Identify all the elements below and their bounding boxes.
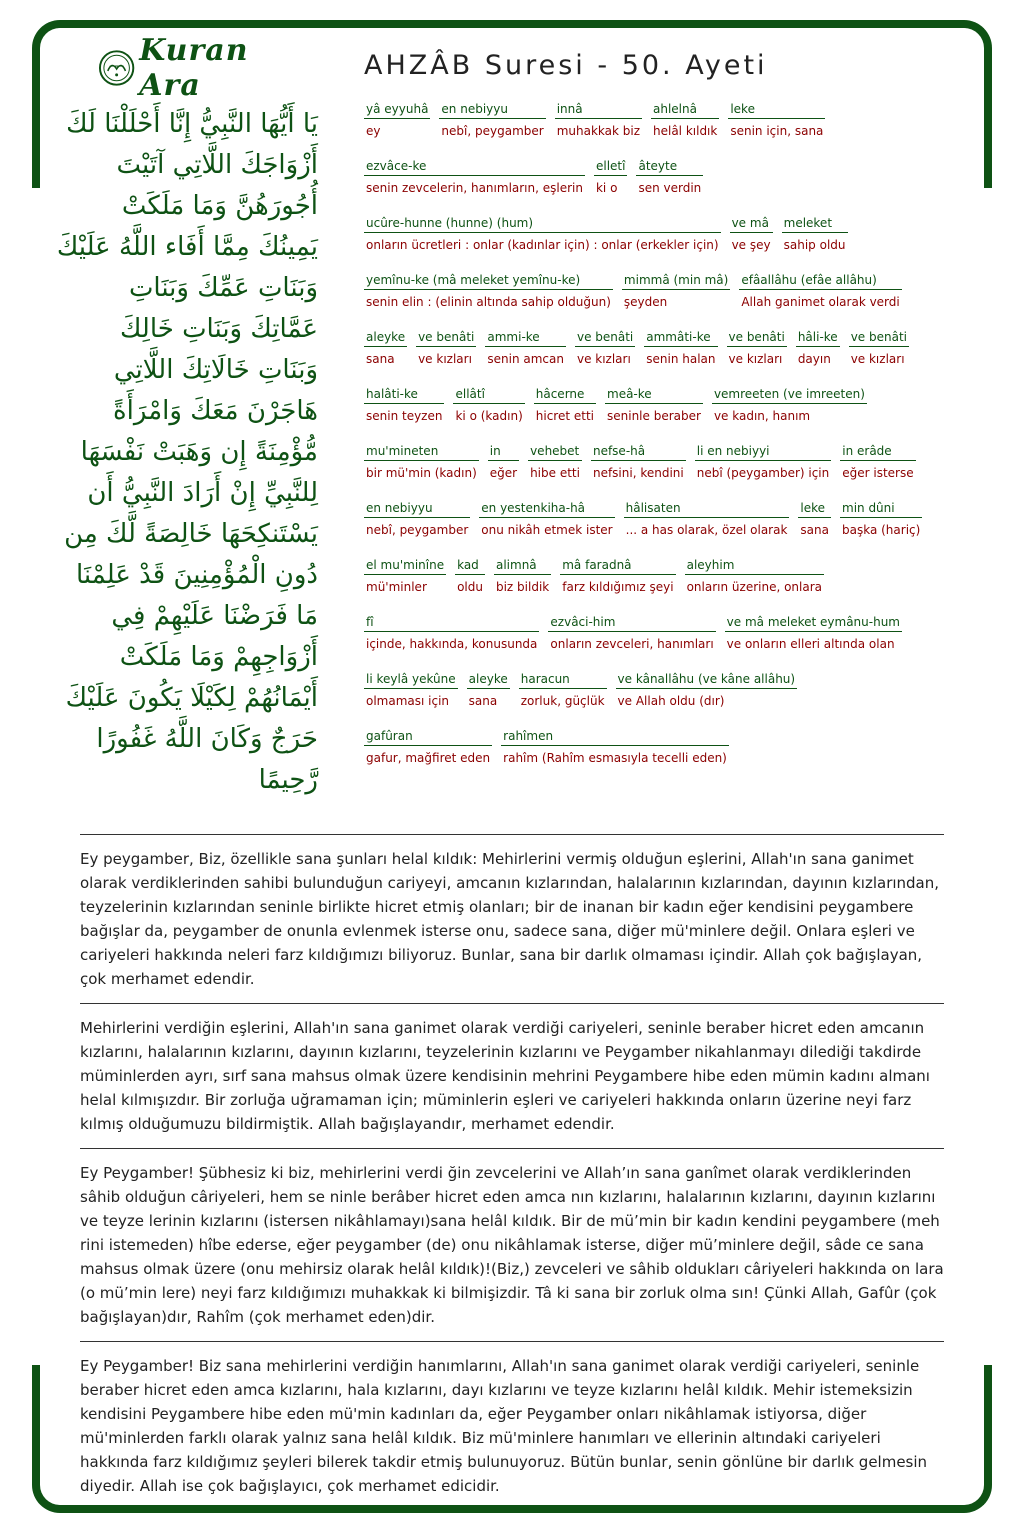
word-row [364,670,944,710]
word-cell[interactable] [560,556,675,596]
word-transliteration: en nebiyyu [364,499,470,518]
word-meaning: sana [366,352,395,366]
word-cell[interactable] [728,100,825,140]
word-transliteration: el mu'minîne [364,556,446,575]
arabic-line: أَزْوَاجَكَ اللَّاتِي آتَيْتَ [116,150,318,180]
word-cell[interactable] [364,271,613,311]
word-meaning: rahîm (Rahîm esmasıyla tecelli eden) [503,751,727,765]
arabic-line: أَزْوَاجِهِمْ وَمَا مَلَكَتْ [119,642,318,672]
word-meaning: nebî, peygamber [441,124,544,138]
word-meaning: oldu [457,580,483,594]
word-transliteration: meleket [782,214,848,233]
word-cell[interactable] [622,271,730,311]
arabic-line: مُّؤْمِنَةً إِن وَهَبَتْ نَفْسَهَا [80,437,318,467]
word-meaning: Allah ganimet olarak verdi [741,295,900,309]
word-meaning: ve şey [731,238,771,252]
word-transliteration: in [488,442,519,461]
word-transliteration: âteyte [636,157,703,176]
quran-seal-icon [98,49,135,87]
word-meaning: ... a has olarak, özel olarak [625,523,788,537]
word-transliteration: li keylâ yekûne [364,670,458,689]
word-cell[interactable] [712,385,867,425]
word-by-word-table [364,100,944,784]
word-transliteration: yâ eyyuhâ [364,100,430,119]
word-cell[interactable] [798,499,831,539]
word-transliteration: vehebet [528,442,582,461]
word-transliteration: ve kânallâhu (ve kâne allâhu) [616,670,798,689]
word-cell[interactable] [455,556,485,596]
word-cell[interactable] [624,499,790,539]
arabic-line: مَا فَرَضْنَا عَلَيْهِمْ فِي [111,601,318,631]
word-cell[interactable] [364,328,407,368]
word-meaning: ey [366,124,381,138]
arabic-line: يَسْتَنكِحَهَا خَالِصَةً لَّكَ مِن [64,519,318,549]
word-cell[interactable] [364,157,585,197]
word-row [364,442,944,482]
word-meaning: senin teyzen [366,409,443,423]
word-transliteration: mimmâ (min mâ) [622,271,730,290]
word-cell[interactable] [364,499,470,539]
word-transliteration: en yestenkiha-hâ [479,499,614,518]
word-cell[interactable] [616,670,798,710]
word-cell[interactable] [849,328,909,368]
arabic-line: هَاجَرْنَ مَعَكَ وَامْرَأَةً [113,396,318,426]
word-transliteration: mâ faradnâ [560,556,675,575]
word-cell[interactable] [685,556,824,596]
arabic-line: لِلنَّبِيِّ إِنْ أَرَادَ النَّبِيُّ أَن [87,478,318,508]
word-cell[interactable] [364,442,479,482]
word-meaning: ve kadın, hanım [713,409,811,423]
word-transliteration: ve mâ meleket eymânu-hum [725,613,902,632]
word-cell[interactable] [501,727,729,767]
word-transliteration: yemînu-ke (mâ meleket yemînu-ke) [364,271,613,290]
translation-paragraph: Ey Peygamber! Biz sana mehirlerini verdiğin hanımlarını, Allah'ın sana ganimet olarak verdiği cariyeleri, seninle beraber hicret eden amca kızlarını, hala kızlarını, dayı kızlarını ve teyze kızlarını helâl kıldık. Mehir istemeksizin kendisini Peygambere hibe eden mü'min kadınları da, eğer Peygamber onları nikâhlamak istiyorsa, diğer mü'minlerden farklı olarak yalnız sana helâl kıldık. Biz mü'minlere hanımları ve ellerinin altındaki cariyeleri hakkında farz kıldığımız şeyleri bilerek takdir etmiş bulunuyoruz. Bütün bunlar, senin gönlüne bir darlık gelmesin diyedir. Allah ise çok bağışlayıcı, çok merhamet edicidir. [80,1341,944,1510]
word-meaning: sen verdin [638,181,702,195]
word-meaning: nefsini, kendini [592,466,684,480]
word-transliteration: ve benâti [727,328,787,347]
word-meaning: nebî, peygamber [366,523,469,537]
translation-paragraph: Mehirlerini verdiğin eşlerini, Allah'ın sana ganimet olarak verdiği cariyeleri, seninle beraber hicret eden amcanın kızlarını, halalarının kızlarını, dayının kızlarını, teyzelerinin kızlarını ve Peygamber nikahlanmayı dilediği takdirde müminlerden ayrı, sırf sana mahsus olmak üzere kendisinin mehrini Peygambere hibe eden mümin kadını almanı helal kılmışızdır. Bir zorluğa uğramaman için; müminlerin eşleri ve cariyeleri hakkında onların üzerine neyi farz kılmış olduğumuzu bildirmiştik. Allah bağışlayandır, merhamet edendir. [80,1003,944,1148]
word-transliteration: efâallâhu (efâe allâhu) [739,271,901,290]
word-transliteration: elletî [594,157,627,176]
arabic-line: يَا أَيُّهَا النَّبِيُّ إِنَّا أَحْلَلْنَا لَكَ [66,109,318,139]
word-cell[interactable] [651,100,719,140]
word-meaning: olmaması için [366,694,450,708]
word-meaning: sana [468,694,498,708]
arabic-verse [50,104,318,801]
word-transliteration: halâti-ke [364,385,444,404]
word-cell[interactable] [485,328,566,368]
word-cell[interactable] [364,556,446,596]
word-row [364,727,944,767]
word-meaning: onu nikâh etmek ister [481,523,613,537]
word-meaning: şeyden [623,295,668,309]
word-transliteration: vemreeten (ve imreeten) [712,385,867,404]
word-meaning: hibe etti [530,466,580,480]
word-row [364,328,944,368]
word-cell[interactable] [727,328,787,368]
word-transliteration: li en nebiyyi [695,442,832,461]
word-cell[interactable] [840,499,922,539]
word-meaning: ve kızları [850,352,905,366]
word-cell[interactable] [364,214,721,254]
word-meaning: ve Allah oldu (dır) [617,694,725,708]
translations [80,834,944,1510]
word-meaning: biz bildik [495,580,550,594]
word-transliteration: gafûran [364,727,492,746]
word-cell[interactable] [695,442,832,482]
word-transliteration: hâcerne [534,385,596,404]
word-meaning: eğer [489,466,518,480]
word-row [364,613,944,653]
word-meaning: senin amcan [487,352,564,366]
word-meaning: ve kızları [418,352,472,366]
word-cell[interactable] [840,442,915,482]
word-transliteration: aleyke [364,328,407,347]
word-cell[interactable] [555,100,642,140]
word-transliteration: ezvâce-ke [364,157,585,176]
word-meaning: senin zevcelerin, hanımların, eşlerin [366,181,583,195]
word-meaning: zorluk, güçlük [520,694,605,708]
word-meaning: helâl kıldık [653,124,718,138]
arabic-line: أُجُورَهُنَّ وَمَا مَلَكَتْ [121,191,318,221]
word-meaning: mü'minler [366,580,427,594]
translation-paragraph: Ey Peygamber! Şübhesiz ki biz, mehirlerini verdi ğin zevcelerini ve Allah’ın sana ganîmet olarak verdiklerinden sâhib olduğun câriyeleri, hem se ninle berâber hicret eden amca nın kızlarını, halalarının kızlarını, dayının kızlarını ve teyze lerinin kızlarını (istersen nikâhlamayı)sana helâl kıldık. Bir de mü’min bir kadın kendini peygambere (meh rini istemeden) hîbe ederse, eğer peygamber (de) onu nikâhlamak isterse, diğer mü’minlere değil, sâde ce sana mahsus olmak üzere (onu mehirsiz olarak helâl kıldık)!(Biz,) zevceleri ve sâhib oldukları câriyeleri hakkında on lara (o mü’min lere) neyi farz kıldığımızı muhakkak ki bilmişizdir. Tâ ki sana bir zorluk olma sın! Çünki Allah, Gafûr (çok bağışlayan)dır, Rahîm (çok merhamet eden)dir. [80,1148,944,1341]
word-transliteration: hâlisaten [624,499,790,518]
word-transliteration: haracun [519,670,607,689]
word-transliteration: innâ [555,100,642,119]
word-cell[interactable] [605,385,703,425]
word-cell[interactable] [730,214,773,254]
site-logo[interactable] [98,33,318,103]
word-transliteration: ezvâci-him [548,613,715,632]
word-meaning: onların zevceleri, hanımları [550,637,714,651]
word-cell[interactable] [467,670,510,710]
word-cell[interactable] [439,100,545,140]
word-meaning: hicret etti [535,409,594,423]
word-row [364,556,944,596]
word-cell[interactable] [725,613,902,653]
word-transliteration: fî [364,613,539,632]
arabic-line: يَمِينُكَ مِمَّا أَفَاء اللَّهُ عَلَيْكَ [56,232,318,262]
arabic-line: وَبَنَاتِ خَالَاتِكَ اللَّاتِي [113,355,318,385]
word-cell[interactable] [364,385,444,425]
word-meaning: onların ücretleri : onlar (kadınlar için) : onlar (erkekler için) [366,238,719,252]
word-meaning: senin için, sana [730,124,824,138]
word-meaning: senin halan [646,352,716,366]
word-meaning: bir mü'min (kadın) [366,466,477,480]
arabic-line: حَرَجٌ وَكَانَ اللَّهُ غَفُورًا [96,724,318,754]
word-transliteration: ucûre-hunne (hunne) (hum) [364,214,721,233]
word-row [364,271,944,311]
arabic-line: رَّحِيمًا [258,765,318,795]
word-transliteration: leke [798,499,831,518]
arabic-line: أَيْمَانُهُمْ لِكَيْلَا يَكُونَ عَلَيْكَ [65,683,318,713]
word-transliteration: mu'mineten [364,442,479,461]
word-row [364,214,944,254]
word-transliteration: ve mâ [730,214,773,233]
word-cell[interactable] [453,385,524,425]
word-cell[interactable] [364,727,492,767]
word-transliteration: ve benâti [849,328,909,347]
translation-paragraph: Ey peygamber, Biz, özellikle sana şunları helal kıldık: Mehirlerini vermiş olduğun eşlerini, Allah'ın sana ganimet olarak verdiklerinden sahibi bulunduğun cariyeyi, amcanın kızlarından, halalarının kızlarından, dayının kızlarından, teyzelerinin kızlarından seninle birlikte hicret etmiş olanları; bir de inanan bir kadın eğer kendisini peygambere bağışlar da, peygamber de onunla evlenmek isterse onu, sadece sana, diğer mü'minlere değil. Onlara eşleri ve cariyeleri hakkında neleri farz kıldığımızı biliyoruz. Bunlar, sana bir darlık olmaması içindir. Allah çok bağışlayan, çok merhamet edendir. [80,834,944,1003]
word-meaning: muhakkak biz [556,124,640,138]
word-transliteration: in erâde [840,442,915,461]
word-meaning: ki o (kadın) [455,409,523,423]
word-meaning: ki o [595,181,618,195]
word-cell[interactable] [796,328,840,368]
word-cell[interactable] [494,556,551,596]
word-transliteration: ve benâti [416,328,476,347]
word-meaning: sana [800,523,829,537]
word-cell[interactable] [534,385,596,425]
word-meaning: eğer isterse [842,466,914,480]
arabic-line: عَمَّاتِكَ وَبَنَاتِ خَالِكَ [119,314,318,344]
word-transliteration: en nebiyyu [439,100,545,119]
word-transliteration: aleyke [467,670,510,689]
arabic-line: دُونِ الْمُؤْمِنِينَ قَدْ عَلِمْنَا [75,560,318,590]
word-cell[interactable] [594,157,627,197]
word-meaning: seninle beraber [607,409,701,423]
word-meaning: içinde, hakkında, konusunda [366,637,538,651]
word-meaning: farz kıldığımız şeyi [562,580,674,594]
word-meaning: onların üzerine, onlara [686,580,823,594]
word-cell[interactable] [575,328,635,368]
arabic-line: وَبَنَاتِ عَمِّكَ وَبَنَاتِ [128,273,318,303]
word-transliteration: rahîmen [501,727,729,746]
word-cell[interactable] [528,442,582,482]
word-cell[interactable] [591,442,686,482]
page-title: AHZÂB Suresi - 50. Ayeti [364,50,768,81]
word-cell[interactable] [416,328,476,368]
word-transliteration: ahlelnâ [651,100,719,119]
word-cell[interactable] [364,100,430,140]
word-transliteration: meâ-ke [605,385,703,404]
word-cell[interactable] [636,157,703,197]
word-cell[interactable] [548,613,715,653]
word-transliteration: aleyhim [685,556,824,575]
word-meaning: dayın [797,352,831,366]
word-cell[interactable] [479,499,614,539]
word-transliteration: alimnâ [494,556,551,575]
word-meaning: nebî (peygamber) için [696,466,830,480]
word-transliteration: min dûni [840,499,922,518]
word-cell[interactable] [364,670,458,710]
word-cell[interactable] [782,214,848,254]
word-row [364,499,944,539]
word-meaning: gafur, mağfiret eden [366,751,491,765]
word-transliteration: kad [455,556,485,575]
logo-text: Kuran Ara [139,33,249,103]
word-meaning: başka (hariç) [842,523,921,537]
word-cell[interactable] [364,613,539,653]
word-transliteration: ammi-ke [485,328,566,347]
word-row [364,157,944,197]
word-meaning: ve onların elleri altında olan [726,637,895,651]
word-meaning: sahip oldu [783,238,846,252]
word-row [364,385,944,425]
word-transliteration: nefse-hâ [591,442,686,461]
word-cell[interactable] [644,328,717,368]
word-transliteration: ellâtî [453,385,524,404]
word-cell[interactable] [519,670,607,710]
word-transliteration: hâli-ke [796,328,840,347]
word-cell[interactable] [488,442,519,482]
word-transliteration: ammâti-ke [644,328,717,347]
word-meaning: ve kızları [728,352,783,366]
word-meaning: senin elin : (elinin altında sahip olduğun) [366,295,611,309]
word-cell[interactable] [739,271,901,311]
word-transliteration: ve benâti [575,328,635,347]
word-meaning: ve kızları [576,352,631,366]
word-transliteration: leke [728,100,825,119]
word-row [364,100,944,140]
